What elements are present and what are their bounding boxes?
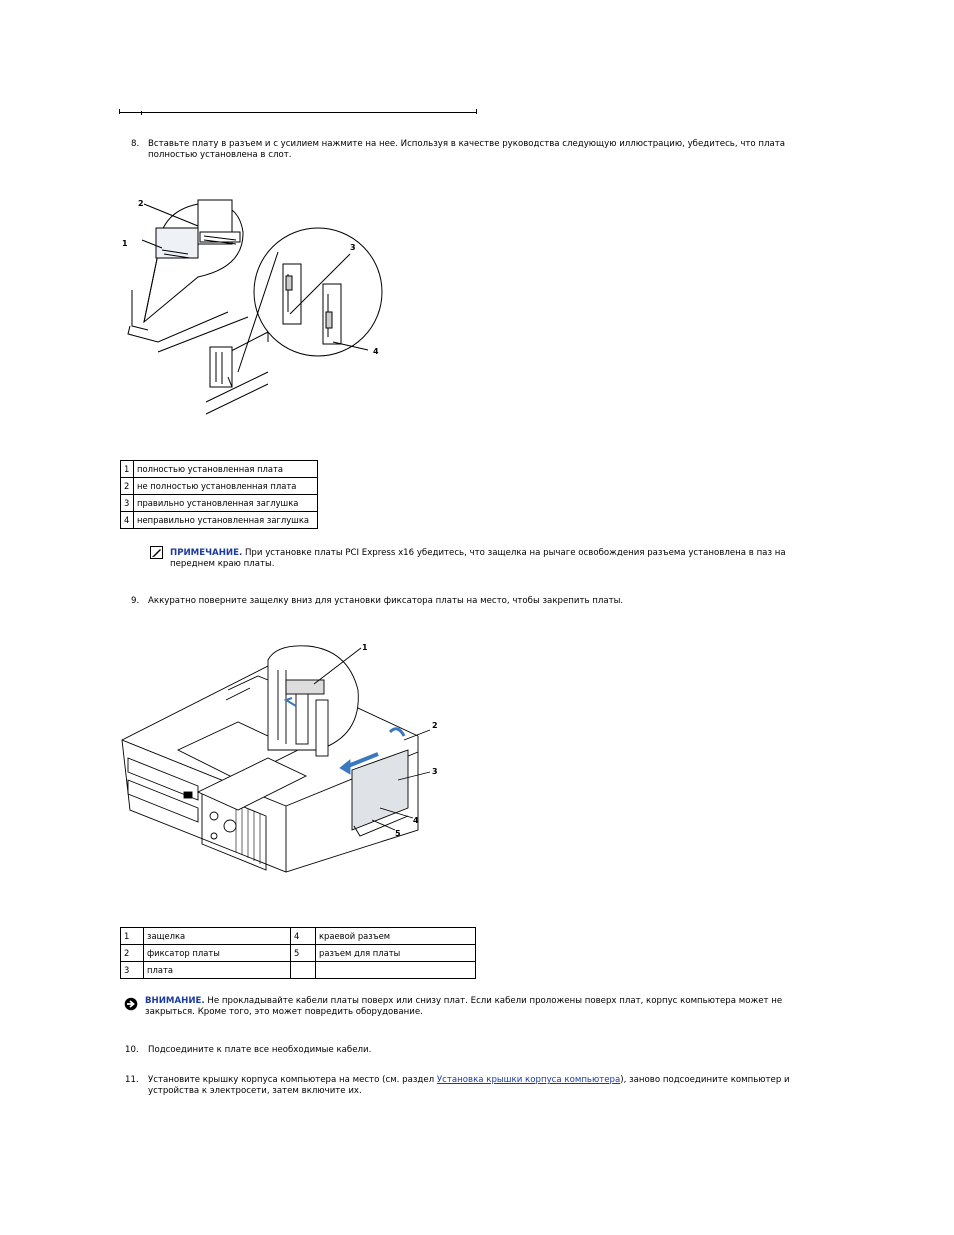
row-number: 4: [121, 512, 134, 529]
callout-5: 5: [395, 829, 401, 838]
notice-icon: [124, 997, 138, 1011]
step-text: Аккуратно поверните защелку вниз для установки фиксатора платы на место, чтобы закрепить платы.: [148, 596, 624, 606]
row-label: полностью установленная плата: [134, 461, 318, 478]
step-number: 9.: [131, 596, 140, 606]
cover-install-link[interactable]: Установка крышки корпуса компьютера: [436, 1075, 621, 1085]
row-label: неправильно установленная заглушка: [134, 512, 318, 529]
table-row: [121, 495, 318, 512]
top-rule: [120, 112, 476, 113]
note-text-line2: переднем краю платы.: [170, 558, 275, 569]
callout-4: 4: [373, 347, 379, 356]
callout-4: 4: [413, 816, 419, 825]
legend-table-1: [120, 460, 318, 529]
table-row: [121, 945, 476, 962]
row-number: 3: [121, 495, 134, 512]
table-row: [121, 478, 318, 495]
step-text: Подсоедините к плате все необходимые кабели.: [148, 1045, 372, 1055]
notice-label: ВНИМАНИЕ.: [145, 996, 205, 1006]
callout-3: 3: [432, 767, 438, 776]
callout-1: 1: [362, 643, 368, 652]
callout-2: 2: [138, 199, 144, 208]
callout-2: 2: [432, 721, 438, 730]
step-text-line2: устройства к электросети, затем включите их.: [148, 1085, 362, 1096]
row-number: 4: [291, 928, 316, 945]
step-11: [125, 1075, 825, 1097]
legend-table-2: [120, 927, 476, 979]
notice-text-line2: закрыться. Кроме того, это может повредить оборудование.: [145, 1006, 423, 1017]
step-number: 10.: [125, 1045, 139, 1055]
step-8: [131, 139, 831, 161]
row-label: фиксатор платы: [144, 945, 291, 962]
row-label: не полностью установленная плата: [134, 478, 318, 495]
row-label: плата: [144, 962, 291, 979]
row-number: 1: [121, 928, 144, 945]
step-text: [148, 1075, 790, 1086]
table-row: [121, 461, 318, 478]
row-number: 1: [121, 461, 134, 478]
step-9: [131, 596, 831, 608]
row-label: [316, 962, 476, 979]
callout-3: 3: [350, 243, 356, 252]
step-number: 8.: [131, 139, 140, 149]
row-number: 3: [121, 962, 144, 979]
card-seating-illustration: [118, 192, 388, 422]
step-text-post: ), заново подсоедините компьютер и: [620, 1075, 790, 1085]
notice-text: Не прокладывайте кабели платы поверх или снизу плат. Если кабели проложены поверх плат, корпус компьютера может не: [204, 996, 783, 1006]
step-10: [125, 1045, 825, 1057]
callout-1: 1: [122, 239, 128, 248]
note-label: ПРИМЕЧАНИЕ.: [170, 548, 243, 558]
row-label: разъем для платы: [316, 945, 476, 962]
row-label: правильно установленная заглушка: [134, 495, 318, 512]
row-number: 2: [121, 478, 134, 495]
step-number: 11.: [125, 1075, 139, 1085]
row-number: 2: [121, 945, 144, 962]
step-text-pre: Установите крышку корпуса компьютера на место (см. раздел: [148, 1075, 437, 1085]
notice-block: [145, 996, 795, 1017]
pencil-note-icon: [150, 546, 163, 559]
note-block: [170, 548, 810, 569]
row-label: защелка: [144, 928, 291, 945]
row-number: 5: [291, 945, 316, 962]
card-retention-illustration: [118, 640, 448, 890]
table-row: [121, 962, 476, 979]
step-text: Вставьте плату в разъем и с усилием нажмите на нее. Используя в качестве руководства следующую иллюстрацию, убедитесь, что плата: [148, 139, 786, 149]
row-number: [291, 962, 316, 979]
table-row: [121, 928, 476, 945]
note-text: При установке платы PCI Express x16 убедитесь, что защелка на рычаге освобождения разъема установлена в паз на: [242, 548, 786, 558]
step-text-line2: полностью установлена в слот.: [148, 149, 292, 160]
row-label: краевой разъем: [316, 928, 476, 945]
table-row: [121, 512, 318, 529]
